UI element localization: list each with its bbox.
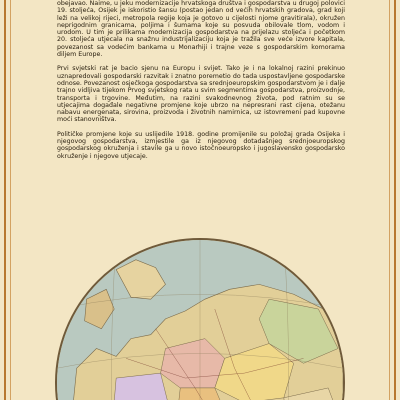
paragraph-2: Prvi svjetski rat je bacio sjenu na Europu i svijet. Tako je i na lokalnoj razini prekinuo uznapredovali gospodarski razvitak i znatno poremetio do tada uspostavljene gospodarske odnose. Povezanost osječkoga gospodarstva sa srednjoeuropskim gospodarstvom je i dalje trajno vidljiva tijekom Prvog svjetskog rata u svim segmentima gospodarstva, proizvodnje, transporta i trgovine. Međutim, na razini svakodnevnog života, pod ratnim su se utjecajima događale negativne promjene koje ubrzo na nepresrani rast cijena, otežanu nabavu energenata, sirovina, proizvoda i životnih namirnica, uz istovremeni pad kupovne moći stanovništva. xyxy=(57,65,345,124)
paragraph-3: Političke promjene koje su uslijedile 1918. godine promijenile su položaj grada Osijeka i njegovog gospodarstva, izmjestile ga iz njegovog dotadašnjeg srednjoeuropskog gospodarskog okruženja i stavile ga u novo istočnoeuropsko i jugoslavensko gospodarsko okruženje i njegove utjecaje. xyxy=(57,130,345,160)
europe-map-image xyxy=(55,238,345,400)
article-text xyxy=(57,0,345,167)
map-drawing xyxy=(57,240,343,400)
paragraph-1: obejavao. Naime, u jeku modernizacije hrvatskoga društva i gospodarstva u drugoj polovici 19. stoljeća, Osijek je iskoristio šansu (postao jedan od većih hrvatskih gradova, grad koji leži na velikoj rijeci, metropola regije koja je gotovo u cijelosti njome gravitirala), okružen neprigodnim granicama, poljima i šumama koje su posvuda obilovale tlom, vodom i urodom. U tim je prilikama modernizacija gospodarstva na prijelazu stoljeća i početkom 20. stoljeća utjecala na snažnu industrijalizaciju koja je tražila sve veće izvore kapitala, povezanost sa vodećim bankama u Monarhiji i trajne veze s gospodarskim komorama diljem Europe. xyxy=(57,0,345,59)
europe-map-figure xyxy=(55,238,345,400)
